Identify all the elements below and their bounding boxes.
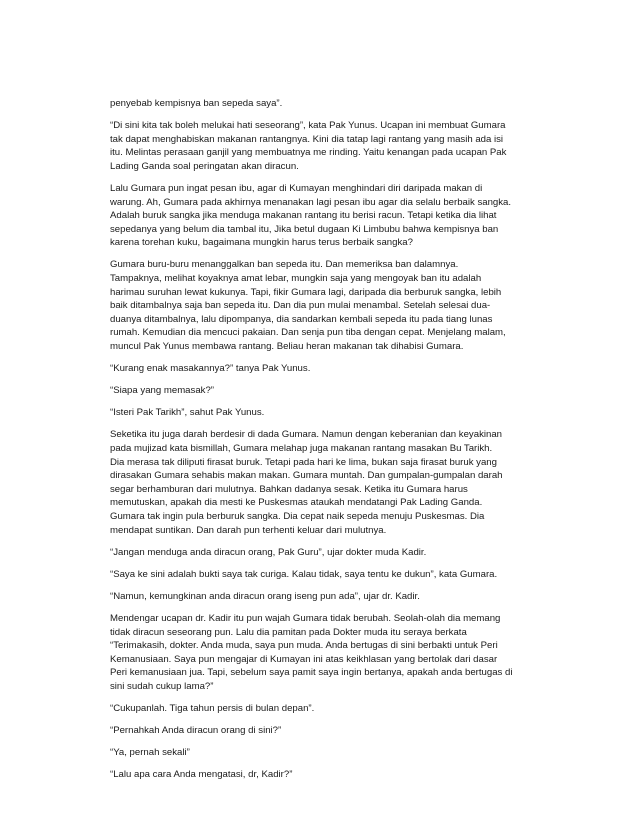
text-line: sini sudah cukup lama?”	[110, 680, 214, 692]
text-line: “Lalu apa cara Anda mengatasi, dr, Kadir?”	[110, 769, 293, 781]
paragraph	[110, 746, 535, 760]
text-line: “Siapa yang memasak?”	[110, 385, 214, 397]
text-line: dirasakan Gumara sehabis makan makan. Gumara muntah. Dan gumpalan-gumpalan darah	[110, 470, 503, 482]
text-line: “Saya ke sini adalah bukti saya tak curiga. Kalau tidak, saya tentu ke dukun”, kata Gumara.	[110, 568, 498, 580]
text-line: “Namun, kemungkinan anda diracun orang iseng pun ada”, ujar dr. Kadir.	[110, 590, 420, 602]
paragraph	[110, 258, 535, 353]
text-line: pada mujizad kata bismillah, Gumara melahap juga makanan rantang masakan Bu Tarikh.	[110, 442, 493, 454]
paragraph	[110, 768, 535, 782]
text-line: Adalah buruk sangka jika menduga makanan rantang itu berisi racun. Tetapi ketika dia lihat	[110, 210, 497, 222]
text-line: Mendengar ucapan dr. Kadir itu pun wajah Gumara tidak berubah. Seolah-olah dia memang	[110, 612, 501, 624]
text-line: “Ya, pernah sekali”	[110, 747, 190, 759]
text-line: “Pernahkah Anda diracun orang di sini?”	[110, 725, 282, 737]
text-line: Gumara tak ingin pula berburuk sangka. Dia cepat naik sepeda menuju Puskesmas. Dia	[110, 510, 485, 522]
text-line: itu. Melintas perasaan ganjil yang membuatnya me rinding. Yaitu kenangan pada ucapan Pak	[110, 147, 507, 159]
text-line: Gumara buru-buru menanggalkan ban sepeda itu. Dan memeriksa ban dalamnya.	[110, 259, 459, 271]
text-line: harimau suruhan lewat kukunya. Tapi, fikir Gumara lagi, daripada dia berburuk sangka, lebih	[110, 286, 502, 298]
paragraph	[110, 590, 535, 604]
paragraph	[110, 384, 535, 398]
text-line: karena torehan kuku, bagaimana mungkin harus terus berbaik sangka?	[110, 237, 413, 249]
text-line: rumah. Kemudian dia mencuci pakaian. Dan senja pun tiba dengan cepat. Menjelang malam,	[110, 327, 506, 339]
text-line: “Jangan menduga anda diracun orang, Pak Guru”, ujar dokter muda Kadir.	[110, 546, 427, 558]
text-line: Lalu Gumara pun ingat pesan ibu, agar di Kumayan menghindari diri daripada makan di	[110, 182, 483, 194]
text-line: “Kurang enak masakannya?” tanya Pak Yunus.	[110, 363, 311, 375]
text-line: “Cukupanlah. Tiga tahun persis di bulan depan”.	[110, 702, 315, 714]
document-body	[110, 97, 535, 790]
paragraph	[110, 428, 535, 537]
text-line: tak dapat menghabiskan makanan rantangnya. Kini dia tatap lagi rantang yang masih ada isi	[110, 133, 504, 145]
paragraph	[110, 568, 535, 582]
text-line: warung. Ah, Gumara pada akhirnya menanakan lagi pesan ibu agar dia selalu berbaik sangka.	[110, 196, 512, 208]
text-line: mendapat suntikan. Dan darah pun terhenti keluar dari mulutnya.	[110, 524, 387, 536]
paragraph	[110, 182, 535, 250]
text-line: memutuskan, apakah dia mesti ke Puskesmas ataukah mendatangi Pak Lading Ganda.	[110, 497, 483, 509]
text-line: “Terimakasih, dokter. Anda muda, saya pun muda. Anda bertugas di sini berbakti untuk Peri	[110, 640, 498, 652]
text-line: tidak diracun seseorang pun. Lalu dia pamitan pada Dokter muda itu seraya berkata	[110, 626, 467, 638]
text-line: penyebab kempisnya ban sepeda saya”.	[110, 98, 283, 109]
text-line: duanya ditambalnya, lalu dipompanya, dia sandarkan kembali sepeda itu pada tiang lunas	[110, 313, 493, 325]
paragraph	[110, 702, 535, 716]
text-line: Tampaknya, melihat koyaknya amat lebar, mungkin saja yang mengoyak ban itu adalah	[110, 273, 482, 285]
paragraph	[110, 362, 535, 376]
text-line: “Di sini kita tak boleh melukai hati seseorang”, kata Pak Yunus. Ucapan ini membuat Gumara	[110, 120, 506, 132]
text-line: segar berhamburan dari mulutnya. Bahkan dadanya sesak. Ketika itu Gumara harus	[110, 483, 468, 495]
text-line: muncul Pak Yunus membawa rantang. Beliau heran makanan tak dihabisi Gumara.	[110, 341, 464, 352]
paragraph	[110, 97, 535, 111]
paragraph	[110, 612, 535, 694]
text-line: Kemanusiaan. Saya pun mengajar di Kumayan ini atas keikhlasan yang bertolak dari dasar	[110, 653, 498, 665]
text-line: Dia merasa tak diliputi firasat buruk. Tetapi pada hari ke lima, bukan saja firasat buruk yang	[110, 456, 497, 468]
text-line: Peri kemanusiaan jua. Tapi, sebelum saya pamit saya ingin bertanya, apakah anda bertugas di	[110, 667, 513, 679]
text-line: Lading Ganda soal peringatan akan diracun.	[110, 160, 299, 172]
text-line: sepedanya yang belum dia tambal itu, Jika betul dugaan Ki Limbubu bahwa kempisnya ban	[110, 223, 499, 235]
text-line: “Isteri Pak Tarikh”, sahut Pak Yunus.	[110, 407, 265, 419]
text-line: Seketika itu juga darah berdesir di dada Gumara. Namun dengan keberanian dan keyakinan	[110, 429, 502, 441]
paragraph	[110, 406, 535, 420]
paragraph	[110, 546, 535, 560]
paragraph	[110, 724, 535, 738]
text-line: baik ditambalnya saja ban sepeda itu. Dan dia pun mulai menambal. Setelah selesai dua-	[110, 300, 491, 312]
paragraph	[110, 119, 535, 173]
